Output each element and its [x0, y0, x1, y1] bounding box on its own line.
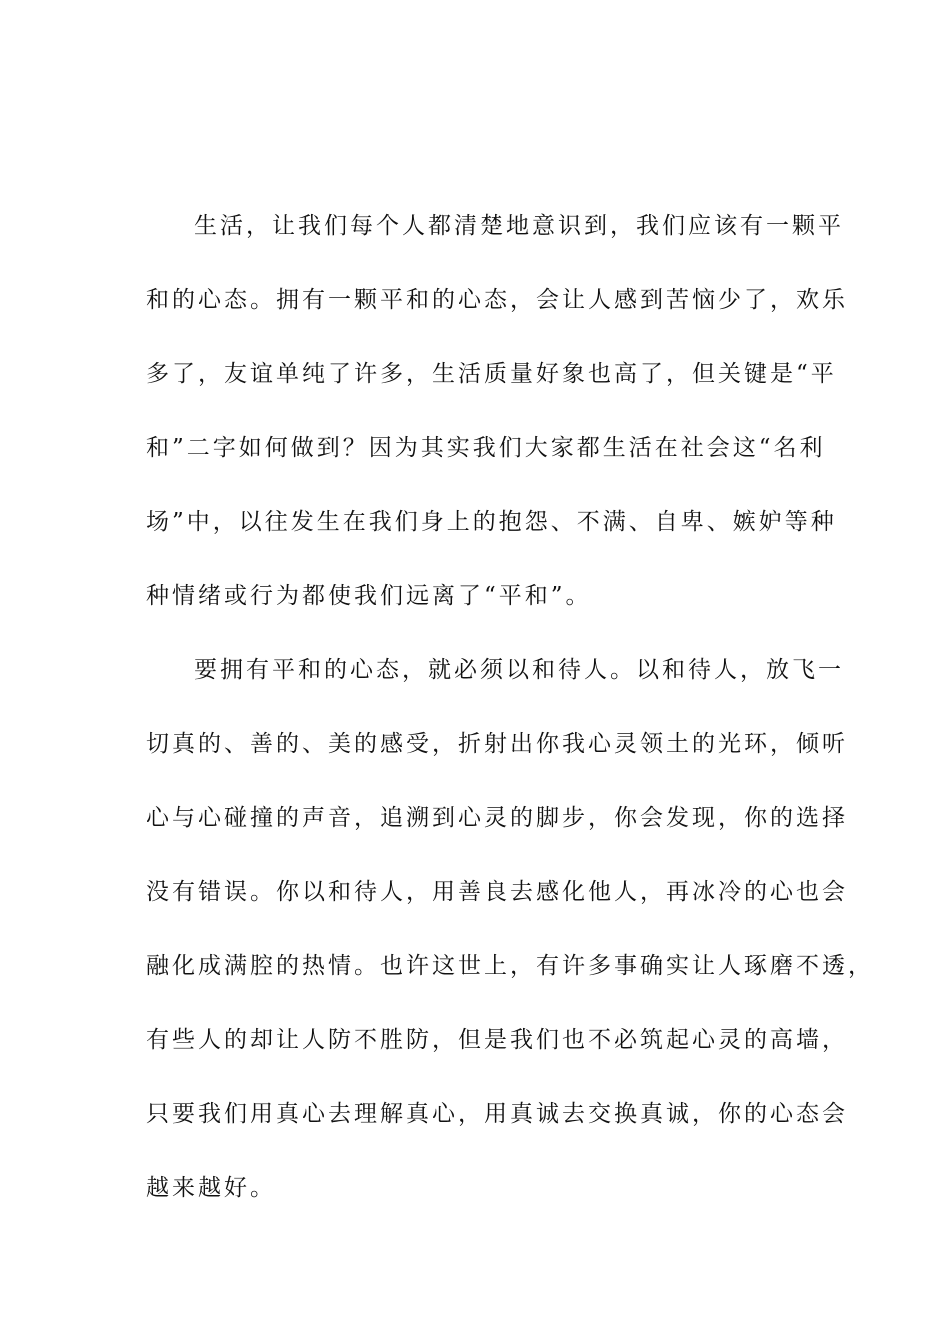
text-line: 要拥有平和的心态，就必须以和待人。以和待人，放飞一: [194, 657, 844, 683]
text-line: 和的心态。拥有一颗平和的心态，会让人感到苦恼少了，欢乐: [146, 287, 848, 313]
text-line: 有些人的却让人防不胜防，但是我们也不必筑起心灵的高墙，: [146, 1027, 848, 1053]
document-body: [146, 203, 874, 1239]
text-line: 融化成满腔的热情。也许这世上，有许多事确实让人琢磨不透，: [146, 953, 874, 979]
text-line: 越来越好。: [146, 1175, 276, 1201]
text-line: 没有错误。你以和待人，用善良去感化他人，再冰冷的心也会: [146, 879, 848, 905]
text-line: 只要我们用真心去理解真心，用真诚去交换真诚，你的心态会: [146, 1101, 848, 1127]
text-line: 切真的、善的、美的感受，折射出你我心灵领土的光环，倾听: [146, 731, 848, 757]
text-line: 心与心碰撞的声音，追溯到心灵的脚步，你会发现，你的选择: [146, 805, 848, 831]
paragraph-1: [146, 203, 848, 647]
text-line: 生活，让我们每个人都清楚地意识到，我们应该有一颗平: [194, 213, 844, 239]
text-line: 多了，友谊单纯了许多，生活质量好象也高了，但关键是“平: [146, 361, 837, 387]
text-line: 种情绪或行为都使我们远离了“平和”。: [146, 583, 592, 609]
paragraph-2: [146, 647, 874, 1239]
text-line: 场”中，以往发生在我们身上的抱怨、不满、自卑、嫉妒等种: [146, 509, 837, 535]
text-line: 和”二字如何做到？因为其实我们大家都生活在社会这“名利: [146, 435, 826, 461]
